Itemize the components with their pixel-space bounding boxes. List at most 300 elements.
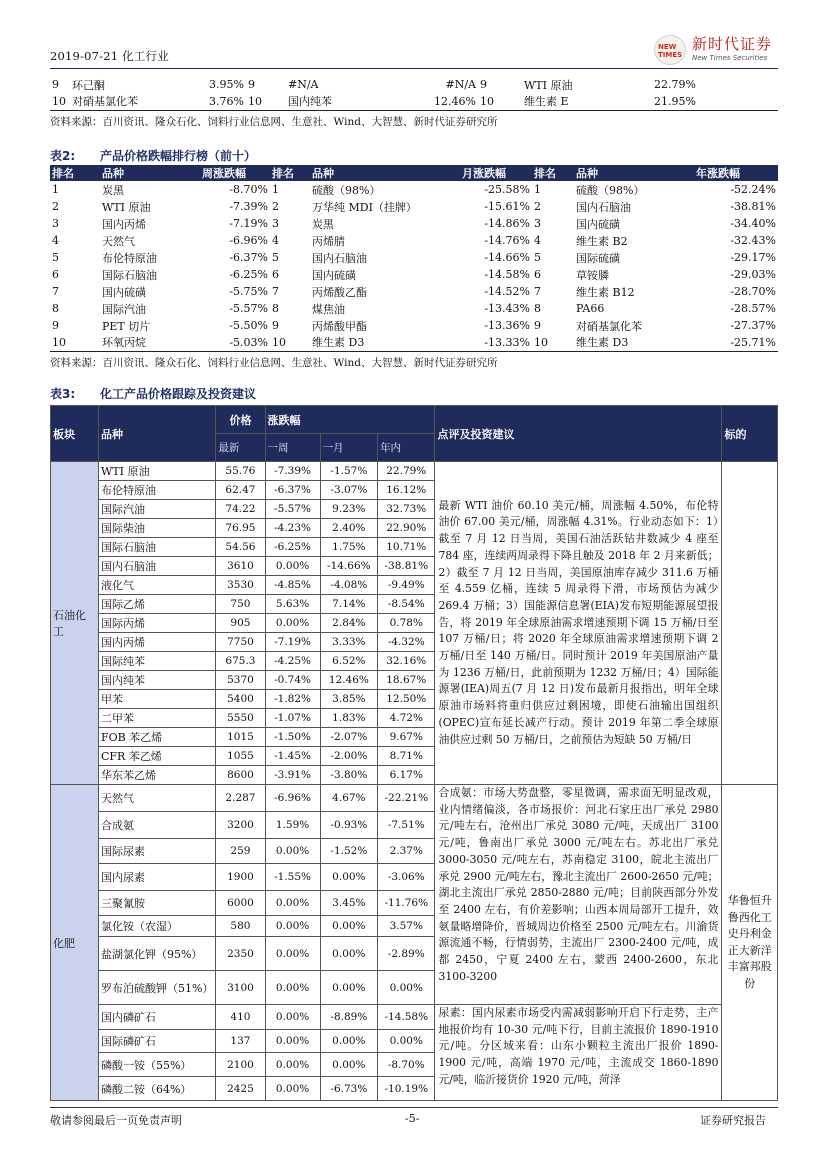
table-row bbox=[50, 181, 778, 198]
table-row bbox=[51, 462, 778, 481]
table-cell: 3200 bbox=[216, 812, 265, 839]
table-cell: 维生素 D3 bbox=[574, 334, 694, 351]
column-header: 月涨跌幅 bbox=[460, 165, 532, 181]
table-cell: -1.45% bbox=[265, 747, 320, 766]
table-cell: 6000 bbox=[216, 891, 265, 916]
table-cell: 22.79% bbox=[654, 78, 696, 91]
table-cell: 0.00% bbox=[378, 1030, 435, 1053]
product-name: 国际磷矿石 bbox=[98, 1030, 215, 1053]
table-cell: 0.00% bbox=[265, 916, 320, 937]
rise-ranking-table-continued bbox=[50, 76, 778, 111]
table-cell: 2425 bbox=[216, 1077, 265, 1101]
table-cell: 1 bbox=[52, 183, 59, 196]
table-cell: 7 bbox=[534, 285, 541, 298]
table-cell: 国内硫磺 bbox=[312, 268, 356, 282]
header-date-industry: 2019-07-21 化工行业 bbox=[50, 49, 169, 63]
footer-rule bbox=[50, 1107, 778, 1108]
table-cell: 1900 bbox=[216, 864, 265, 891]
table-cell: 维生素 E bbox=[522, 93, 632, 110]
header-comment: 点评及投资建议 bbox=[435, 406, 722, 462]
product-name: 三聚氰胺 bbox=[98, 891, 215, 916]
table-cell: 万华纯 MDI（挂牌） bbox=[312, 200, 417, 214]
table-cell: 0.00% bbox=[320, 937, 377, 971]
table-cell: 3.45% bbox=[320, 891, 377, 916]
table-cell: 2100 bbox=[216, 1053, 265, 1077]
table-cell: -3.80% bbox=[320, 766, 377, 785]
price-tracking-table bbox=[50, 405, 778, 1101]
table-cell: -15.61% bbox=[484, 200, 530, 213]
table-cell: -4.85% bbox=[265, 576, 320, 595]
table-cell: -8.54% bbox=[378, 595, 435, 614]
table-cell: 10 bbox=[478, 93, 522, 110]
table-cell: -3.91% bbox=[265, 766, 320, 785]
table-cell: 12.46% bbox=[426, 93, 478, 110]
table-cell: WTI 原油 bbox=[524, 78, 573, 92]
table-cell: -28.70% bbox=[730, 285, 776, 298]
table-cell: -1.50% bbox=[265, 728, 320, 747]
comment-ammonia: 合成氨：市场大势盘整，零星微调，需求面无明显改观，业内情绪偏淡，各市场报价：河北石家庄出厂承兑 2980 元/吨左右，沧州出厂承兑 3080 元/吨，天成出厂 3100 元/吨，鲁南出厂承兑 3000 元/吨左右。苏北出厂承兑 3000-3050 元/吨左右，苏南稳定 3100，皖北主流出厂承兑 2900 元/吨左右，豫北主流出厂 2600-2650 元/吨；湖北主流出厂承兑 2850-2880 元/吨；目前陕西部分外发至 2400 左右，有价差影响；山西本周局部开工提升，效氨量略增降价，晋城周边价格至 2500 元/吨左右。川渝货源流通不畅，行情弱势，主流出厂 2300-2400 元/吨，成都 2450，宁夏 2400 左右，蒙西 2400-2600，东北 3100-3200 bbox=[435, 785, 722, 1005]
table-cell: -8.70% bbox=[378, 1053, 435, 1077]
column-header: 周涨跌幅 bbox=[200, 165, 270, 181]
column-header: 排名 bbox=[532, 165, 574, 181]
table-cell: 5 bbox=[534, 251, 541, 264]
table-cell: 4 bbox=[534, 234, 541, 247]
table-cell: 0.00% bbox=[320, 971, 377, 1005]
table-cell: 32.73% bbox=[378, 500, 435, 519]
product-name: 国内石脑油 bbox=[98, 557, 215, 576]
table-cell: 天然气 bbox=[102, 234, 135, 248]
table-cell: 1 bbox=[534, 183, 541, 196]
product-name: 盐湖氯化钾（95%） bbox=[98, 937, 215, 971]
table-cell: 62.47 bbox=[216, 481, 265, 500]
table-cell: 4.67% bbox=[320, 785, 377, 812]
table3-title: 化工产品价格跟踪及投资建议 bbox=[100, 387, 257, 401]
table-row bbox=[50, 300, 778, 317]
logo-mark-icon bbox=[654, 35, 686, 65]
footer-disclaimer: 敬请参阅最后一页免责声明 bbox=[50, 1114, 182, 1127]
table-cell: 5.63% bbox=[265, 595, 320, 614]
table-cell: 9 bbox=[248, 78, 255, 91]
table-cell: -7.19% bbox=[229, 217, 268, 230]
product-name: 国际汽油 bbox=[98, 500, 215, 519]
table-cell: 6.17% bbox=[378, 766, 435, 785]
table-cell: 9 bbox=[480, 78, 487, 91]
table-cell: 煤焦油 bbox=[312, 302, 345, 316]
column-header: 品种 bbox=[574, 165, 694, 181]
table-cell: -28.57% bbox=[730, 302, 776, 315]
table-row bbox=[50, 317, 778, 334]
table-cell: 2 bbox=[272, 200, 279, 213]
table-cell: 905 bbox=[216, 614, 265, 633]
product-name: 国际纯苯 bbox=[98, 652, 215, 671]
table-cell: 2350 bbox=[216, 937, 265, 971]
product-name: 天然气 bbox=[98, 785, 215, 812]
table-cell: 1 bbox=[272, 183, 279, 196]
header-sector: 板块 bbox=[51, 406, 99, 462]
table-cell: 6 bbox=[534, 268, 541, 281]
table-cell: -4.25% bbox=[265, 652, 320, 671]
table-cell: 丙烯酸甲酯 bbox=[312, 319, 367, 333]
table-cell: 3610 bbox=[216, 557, 265, 576]
table-cell: -8.89% bbox=[320, 1005, 377, 1030]
table-cell: 3.95% bbox=[209, 78, 244, 91]
table-cell: 2.84% bbox=[320, 614, 377, 633]
table-cell: WTI 原油 bbox=[102, 200, 151, 214]
product-name: 国际尿素 bbox=[98, 839, 215, 864]
table-cell: 32.16% bbox=[378, 652, 435, 671]
table-cell: -10.19% bbox=[378, 1077, 435, 1101]
table-cell: -11.76% bbox=[378, 891, 435, 916]
table-cell: -38.81% bbox=[378, 557, 435, 576]
target-petrochem bbox=[722, 462, 778, 785]
table-cell: 3 bbox=[52, 217, 59, 230]
product-name: WTI 原油 bbox=[98, 462, 215, 481]
table-cell: -52.24% bbox=[730, 183, 776, 196]
column-header: 排名 bbox=[270, 165, 310, 181]
table-cell: 9.23% bbox=[320, 500, 377, 519]
table-cell: -29.03% bbox=[730, 268, 776, 281]
table-cell: 1.83% bbox=[320, 709, 377, 728]
table-cell: 硫酸（98%） bbox=[576, 183, 645, 197]
table-cell: 5 bbox=[272, 251, 279, 264]
table-cell: 国内丙烯 bbox=[102, 217, 146, 231]
table-cell: 3530 bbox=[216, 576, 265, 595]
table-cell: 10 bbox=[270, 334, 310, 351]
table-cell: 国内硫磺 bbox=[576, 217, 620, 231]
table-cell: 炭黑 bbox=[102, 183, 124, 197]
table-cell: -2.07% bbox=[320, 728, 377, 747]
table-cell: -1.55% bbox=[265, 864, 320, 891]
table-cell: 6 bbox=[52, 268, 59, 281]
source-note-1: 资料来源：百川资讯、隆众石化、饲料行业信息网、生意社、Wind、大智慧、新时代证券研究所 bbox=[50, 116, 498, 128]
page-number: -5- bbox=[405, 1112, 420, 1125]
table-cell: 0.00% bbox=[265, 1053, 320, 1077]
table-cell: 750 bbox=[216, 595, 265, 614]
header-target: 标的 bbox=[722, 406, 778, 462]
table-cell: 0.00% bbox=[265, 1030, 320, 1053]
logo-cn-text: 新时代证券 bbox=[692, 35, 773, 53]
header-price: 价格 bbox=[216, 406, 265, 434]
table-row bbox=[50, 198, 778, 215]
table-cell: -5.75% bbox=[229, 285, 268, 298]
table-cell: 3.76% bbox=[180, 93, 246, 110]
table-cell: 草铵膦 bbox=[576, 268, 609, 282]
table-cell-spacer bbox=[698, 76, 778, 93]
header-product: 品种 bbox=[98, 406, 215, 462]
table-cell: 2 bbox=[52, 200, 59, 213]
table-cell: 410 bbox=[216, 1005, 265, 1030]
table-cell: -14.66% bbox=[484, 251, 530, 264]
product-name: 国内磷矿石 bbox=[98, 1005, 215, 1030]
table-cell: -6.96% bbox=[229, 234, 268, 247]
table-cell: 5370 bbox=[216, 671, 265, 690]
table-cell: 8 bbox=[52, 302, 59, 315]
table-row bbox=[50, 232, 778, 249]
header-change: 涨跌幅 bbox=[265, 406, 435, 434]
table-cell: 10 bbox=[246, 93, 286, 110]
table-cell: -14.76% bbox=[484, 234, 530, 247]
table-cell: 1.59% bbox=[265, 812, 320, 839]
table-cell: -29.17% bbox=[730, 251, 776, 264]
table-cell: 54.56 bbox=[216, 538, 265, 557]
table-cell: -1.57% bbox=[320, 462, 377, 481]
table-cell: -5.57% bbox=[229, 302, 268, 315]
table-cell: 22.79% bbox=[378, 462, 435, 481]
table-cell: 环氧丙烷 bbox=[100, 334, 200, 351]
table-cell: -0.93% bbox=[320, 812, 377, 839]
table-cell: 7750 bbox=[216, 633, 265, 652]
table-row bbox=[50, 266, 778, 283]
table-cell: -5.50% bbox=[229, 319, 268, 332]
table-cell: -14.86% bbox=[484, 217, 530, 230]
table-cell: -6.73% bbox=[320, 1077, 377, 1101]
table3-caption bbox=[50, 385, 256, 402]
table-cell: 12.46% bbox=[320, 671, 377, 690]
table-cell: -3.07% bbox=[320, 481, 377, 500]
table-cell: #N/A bbox=[445, 78, 476, 91]
column-header: 品种 bbox=[100, 165, 200, 181]
table-cell: 硫酸（98%） bbox=[312, 183, 381, 197]
table-cell: 9 bbox=[52, 78, 59, 91]
table-cell: -34.40% bbox=[730, 217, 776, 230]
table-row bbox=[50, 215, 778, 232]
table-cell: 580 bbox=[216, 916, 265, 937]
table-cell: -7.19% bbox=[265, 633, 320, 652]
product-name: 罗布泊硫酸钾（51%） bbox=[98, 971, 215, 1005]
table-cell: #N/A bbox=[288, 78, 319, 91]
table-cell: 55.76 bbox=[216, 462, 265, 481]
table-cell: 0.00% bbox=[320, 1030, 377, 1053]
table-cell: -5.03% bbox=[200, 334, 270, 351]
table-cell: 5400 bbox=[216, 690, 265, 709]
table-cell: 8 bbox=[272, 302, 279, 315]
table-cell: 10.71% bbox=[378, 538, 435, 557]
table-cell: 12.50% bbox=[378, 690, 435, 709]
table-row bbox=[51, 1005, 778, 1030]
brand-logo bbox=[654, 33, 780, 67]
table-cell: -14.58% bbox=[484, 268, 530, 281]
decline-ranking-table bbox=[50, 165, 778, 352]
table-cell: 维生素 D3 bbox=[310, 334, 460, 351]
table-cell: 9 bbox=[272, 319, 279, 332]
table-row bbox=[50, 249, 778, 266]
table-cell: 10 bbox=[532, 334, 574, 351]
table-cell: 0.00% bbox=[265, 1077, 320, 1101]
table-cell: 环己酮 bbox=[72, 78, 105, 92]
table-cell: -6.96% bbox=[265, 785, 320, 812]
table-cell: 2.287 bbox=[216, 785, 265, 812]
table2-number: 表2: bbox=[50, 149, 76, 163]
table-cell: -6.25% bbox=[229, 268, 268, 281]
table-cell: 2 bbox=[534, 200, 541, 213]
table-cell: 0.00% bbox=[320, 916, 377, 937]
table-cell: 10 bbox=[50, 93, 70, 110]
table-cell: 0.00% bbox=[265, 891, 320, 916]
product-name: 国内尿素 bbox=[98, 864, 215, 891]
table-cell: -5.57% bbox=[265, 500, 320, 519]
table-cell: 0.00% bbox=[265, 971, 320, 1005]
logo-en-text: New Times Securities bbox=[692, 54, 768, 62]
product-name: FOB 苯乙烯 bbox=[98, 728, 215, 747]
table-cell: 8600 bbox=[216, 766, 265, 785]
product-name: 国际石脑油 bbox=[98, 538, 215, 557]
table-cell: 137 bbox=[216, 1030, 265, 1053]
table-cell: PET 切片 bbox=[102, 319, 151, 333]
table-cell: 3.57% bbox=[378, 916, 435, 937]
table-cell: 4 bbox=[272, 234, 279, 247]
table-cell: -1.07% bbox=[265, 709, 320, 728]
table-cell: 国际汽油 bbox=[102, 302, 146, 316]
table-cell: 维生素 B2 bbox=[576, 234, 628, 248]
product-name: CFR 苯乙烯 bbox=[98, 747, 215, 766]
product-name: 国内丙烯 bbox=[98, 633, 215, 652]
table-cell: -2.00% bbox=[320, 747, 377, 766]
table-cell: -25.71% bbox=[694, 334, 778, 351]
table3-number: 表3: bbox=[50, 387, 76, 401]
table-cell: -8.70% bbox=[229, 183, 268, 196]
table-cell: 3.33% bbox=[320, 633, 377, 652]
source-note-2: 资料来源：百川资讯、隆众石化、饲料行业信息网、生意社、Wind、大智慧、新时代证券研究所 bbox=[50, 357, 498, 369]
table-cell: -6.37% bbox=[265, 481, 320, 500]
table-cell: 9 bbox=[52, 319, 59, 332]
table-cell: 0.00% bbox=[320, 864, 377, 891]
sector-fertilizer: 化肥 bbox=[51, 785, 99, 1101]
column-header: 品种 bbox=[310, 165, 460, 181]
logo-mark-text: NEW TIMES bbox=[658, 43, 683, 59]
table-cell: -13.36% bbox=[484, 319, 530, 332]
table-cell: 675.3 bbox=[216, 652, 265, 671]
table-cell: 3.85% bbox=[320, 690, 377, 709]
product-name: 二甲苯 bbox=[98, 709, 215, 728]
table-cell: 国际石脑油 bbox=[102, 268, 157, 282]
table-cell: -6.25% bbox=[265, 538, 320, 557]
table-cell: 0.00% bbox=[265, 1005, 320, 1030]
header-week: 一周 bbox=[265, 434, 320, 462]
table-cell: -22.21% bbox=[378, 785, 435, 812]
comment-petrochem: 最新 WTI 油价 60.10 美元/桶，周涨幅 4.50%，布伦特油价 67.00 美元/桶，周涨幅 4.31%。行业动态如下：1）截至 7 月 12 日当周，美国石油活跃钻井数减少 4 座至 784 座，连续两周录得下降且触及 2018 年 2 月来新低；2）截至 7 月 12 日当周，美国原油库存减少 311.6 万桶至 4.559 亿桶，连续 5 周录得下滑，市场预估为减少 269.4 万桶；3）国能源信息署(EIA)发布短期能源展望报告，将 2019 年全球原油需求增速预期下调 15 万桶/日至 107 万桶/日；将 2020 年全球原油需求增速预期下调 2 万桶/日至 140 万桶/日。同时预计 2019 年美国原油产量为 1236 万桶/日，此前预期为 1232 万桶/日；4）国际能源署(IEA)周五(7 月 12 日)发布最新月报指出，明年全球原油市场料将重归供应过剩困境，即使石油输出国组织(OPEC)宣布延长减产行动。预计 2019 年第二季全球原油供应过剩 50 万桶/日，之前预估为短缺 50 万桶/日 bbox=[435, 462, 722, 785]
table-cell: -14.66% bbox=[320, 557, 377, 576]
table-cell: 国际硫磺 bbox=[576, 251, 620, 265]
table-cell: 0.00% bbox=[378, 971, 435, 1005]
table-cell: -7.39% bbox=[265, 462, 320, 481]
table-cell: 对硝基氯化苯 bbox=[70, 93, 180, 110]
table-cell: -1.52% bbox=[320, 839, 377, 864]
table-cell: 8 bbox=[534, 302, 541, 315]
product-name: 磷酸二铵（64%） bbox=[98, 1077, 215, 1101]
table-cell: 16.12% bbox=[378, 481, 435, 500]
column-header: 排名 bbox=[50, 165, 100, 181]
product-name: 国际丙烯 bbox=[98, 614, 215, 633]
table-cell: 22.90% bbox=[378, 519, 435, 538]
table-cell: -13.33% bbox=[460, 334, 532, 351]
table-cell: 7 bbox=[272, 285, 279, 298]
table-cell-spacer bbox=[698, 93, 778, 110]
table-cell: 国内石脑油 bbox=[312, 251, 367, 265]
table-cell: 布伦特原油 bbox=[102, 251, 157, 265]
table-cell: 9.67% bbox=[378, 728, 435, 747]
table-cell: 4 bbox=[52, 234, 59, 247]
table-cell: -32.43% bbox=[730, 234, 776, 247]
product-name: 甲苯 bbox=[98, 690, 215, 709]
table-cell: 10 bbox=[50, 334, 100, 351]
table-cell: 炭黑 bbox=[312, 217, 334, 231]
table-cell: 8.71% bbox=[378, 747, 435, 766]
table2-title: 产品价格跌幅排行榜（前十） bbox=[100, 149, 257, 163]
table-cell: 1015 bbox=[216, 728, 265, 747]
table-cell: -14.52% bbox=[484, 285, 530, 298]
header-year: 年内 bbox=[378, 434, 435, 462]
table-cell: -4.08% bbox=[320, 576, 377, 595]
table-cell: -38.81% bbox=[730, 200, 776, 213]
table-cell: 21.95% bbox=[632, 93, 698, 110]
table-cell: 维生素 B12 bbox=[576, 285, 635, 299]
table-cell: -9.49% bbox=[378, 576, 435, 595]
product-name: 布伦特原油 bbox=[98, 481, 215, 500]
comment-urea: 尿素：国内尿素市场受内需减弱影响开启下行走势，主产地报价均有 10-30 元/吨下行，目前主流报价 1890-1910 元/吨。分区域来看：山东小颗粒主流出厂报价 1890-1900 元/吨，高端 1970 元/吨，主流成交 1860-1890 元/吨，临沂接货价 1920 元/吨，菏泽 bbox=[435, 1005, 722, 1101]
table-cell: 1.75% bbox=[320, 538, 377, 557]
table-cell: 18.67% bbox=[378, 671, 435, 690]
table2-caption bbox=[50, 147, 256, 164]
target-fertilizer: 华鲁恒升鲁西化工史丹利金正大新洋丰富邦股份 bbox=[722, 785, 778, 1101]
table-row bbox=[51, 785, 778, 812]
table-cell: -27.37% bbox=[730, 319, 776, 332]
product-name: 国际柴油 bbox=[98, 519, 215, 538]
table-cell: 7.14% bbox=[320, 595, 377, 614]
table-cell: -13.43% bbox=[484, 302, 530, 315]
header-month: 一月 bbox=[320, 434, 377, 462]
table-cell: 2.37% bbox=[378, 839, 435, 864]
header-latest: 最新 bbox=[216, 434, 265, 462]
table-cell: -3.06% bbox=[378, 864, 435, 891]
product-name: 氯化铵（农湿） bbox=[98, 916, 215, 937]
table-cell: PA66 bbox=[576, 302, 605, 315]
product-name: 液化气 bbox=[98, 576, 215, 595]
table-cell: 0.78% bbox=[378, 614, 435, 633]
table-cell: 6 bbox=[272, 268, 279, 281]
product-name: 国际乙烯 bbox=[98, 595, 215, 614]
table-cell: 0.00% bbox=[265, 614, 320, 633]
footer-report-type: 证券研究报告 bbox=[700, 1114, 766, 1127]
table-cell: 5550 bbox=[216, 709, 265, 728]
table-cell: 0.00% bbox=[320, 1053, 377, 1077]
table-cell: 丙烯酸乙酯 bbox=[312, 285, 367, 299]
table-cell: -14.58% bbox=[378, 1005, 435, 1030]
table-cell: 7 bbox=[52, 285, 59, 298]
table-row bbox=[50, 76, 778, 93]
table-cell: -7.39% bbox=[229, 200, 268, 213]
table-row bbox=[50, 93, 778, 110]
table-cell: 国内石脑油 bbox=[576, 200, 631, 214]
table-cell: 0.00% bbox=[265, 557, 320, 576]
table-cell: 国内硫磺 bbox=[102, 285, 146, 299]
table-cell: 1055 bbox=[216, 747, 265, 766]
table-cell: 0.00% bbox=[265, 839, 320, 864]
table-cell: 对硝基氯化苯 bbox=[576, 319, 642, 333]
table-cell: -2.89% bbox=[378, 937, 435, 971]
table-cell: -1.82% bbox=[265, 690, 320, 709]
table-cell: 0.00% bbox=[265, 937, 320, 971]
table-cell: 丙烯腈 bbox=[312, 234, 345, 248]
table-cell: 6.52% bbox=[320, 652, 377, 671]
table-row bbox=[50, 283, 778, 300]
table-cell: 3 bbox=[272, 217, 279, 230]
table-cell: -7.51% bbox=[378, 812, 435, 839]
table-cell: 2.40% bbox=[320, 519, 377, 538]
table-cell: 5 bbox=[52, 251, 59, 264]
sector-petrochem: 石油化工 bbox=[51, 462, 99, 785]
table-cell: 3 bbox=[534, 217, 541, 230]
table-cell: 3100 bbox=[216, 971, 265, 1005]
